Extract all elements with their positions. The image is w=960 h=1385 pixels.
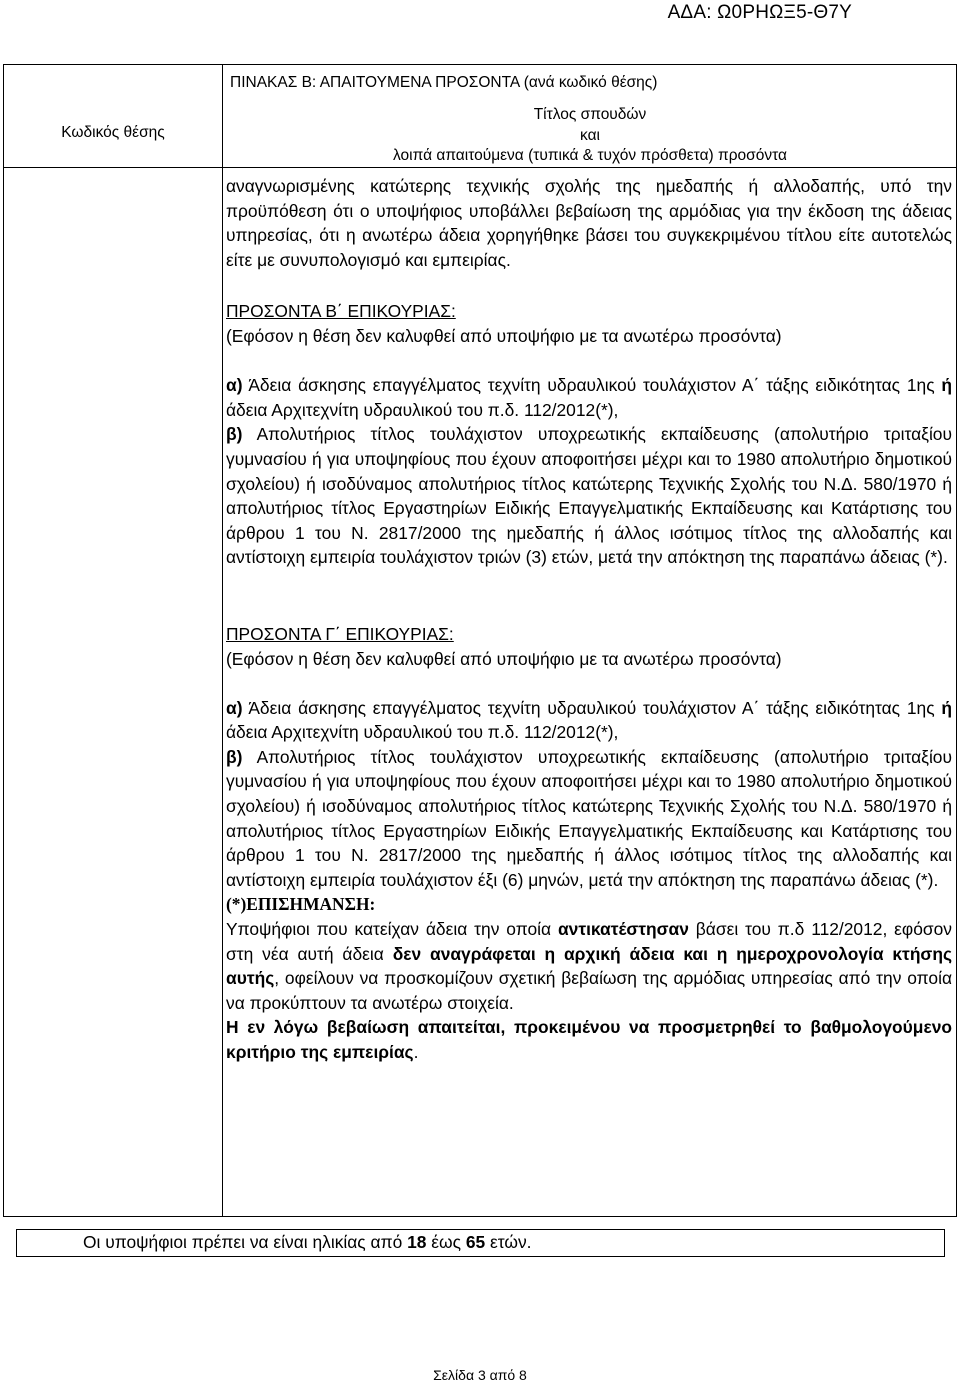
column-divider	[222, 65, 223, 1216]
age-requirement-box	[16, 1229, 945, 1257]
ada-code: ΑΔΑ: Ω0ΡΗΩΞ5-Θ7Υ	[667, 2, 852, 23]
position-code-header	[4, 65, 222, 167]
qualifications-header-line3: λοιπά απαιτούμενα (τυπικά & τυχόν πρόσθετα) προσόντα	[393, 147, 787, 164]
min-age: 18	[407, 1232, 427, 1252]
qualifications-header	[223, 105, 957, 167]
note-heading: (*)ΕΠΙΣΗΜΑΝΣΗ:	[226, 894, 376, 915]
section-c-item-a: α) Άδεια άσκησης επαγγέλματος τεχνίτη υδραυλικού τουλάχιστον Α΄ τάξης ειδικότητας 1ης ή άδεια Αρχιτεχνίτη υδραυλικού του π.δ. 112/2012(*),	[226, 697, 952, 743]
section-b-heading	[226, 299, 952, 324]
qualifications-body	[226, 174, 952, 1065]
section-c-condition: (Εφόσον η θέση δεν καλυφθεί από υποψήφιο με τα ανωτέρω προσόντα)	[226, 648, 782, 669]
section-b-condition: (Εφόσον η θέση δεν καλυφθεί από υποψήφιο με τα ανωτέρω προσόντα)	[226, 325, 782, 346]
section-c-heading	[226, 622, 952, 647]
note-paragraph-2: Η εν λόγω βεβαίωση απαιτείται, προκειμένου να προσμετρηθεί το βαθμολογούμενο κριτήριο της εμπειρίας.	[226, 1017, 952, 1062]
table-title: ΠΙΝΑΚΑΣ Β: ΑΠΑΙΤΟΥΜΕΝΑ ΠΡΟΣΟΝΤΑ (ανά κωδικό θέσης)	[230, 74, 658, 91]
position-code-header-label: Κωδικός θέσης	[61, 124, 165, 141]
section-b-item-b: β) Απολυτήριος τίτλος τουλάχιστον υποχρεωτικής εκπαίδευσης (απολυτήριο τριταξίου γυμνασίου ή για υποψηφίους που έχουν αποφοιτήσει μέχρι και το 1980 απολυτήριο δημοτικού σχολείου) ή ισοδύναμος απολυτήριος τίτλος κατώτερης Τεχνικής Σχολής του Ν.Δ. 580/1970 ή απολυτήριος τίτλος Εργαστηρίων Ειδικής Επαγγελματικής Εκπαίδευσης και Κατάρτισης του άρθρου 1 του Ν. 2817/2000 της ημεδαπής ή άλλος ισότιμος τίτλος της αλλοδαπής και αντίστοιχη εμπειρία τουλάχιστον τριών (3) ετών, μετά την απόκτηση της παραπάνω άδειας (*).	[226, 424, 952, 568]
section-b-item-a: α) Άδεια άσκησης επαγγέλματος τεχνίτη υδραυλικού τουλάχιστον Α΄ τάξης ειδικότητας 1ης ή άδεια Αρχιτεχνίτη υδραυλικού του π.δ. 112/2012(*),	[226, 375, 952, 420]
qualifications-header-line1: Τίτλος σπουδών	[533, 106, 647, 123]
page-number: Σελίδα 3 από 8	[433, 1367, 527, 1383]
age-requirement-text: Οι υποψήφιοι πρέπει να είναι ηλικίας από 18 έως 65 ετών.	[83, 1232, 532, 1252]
section-c-heading-text: ΠΡΟΣΟΝΤΑ Γ΄ ΕΠΙΚΟΥΡΙΑΣ:	[226, 623, 454, 644]
max-age: 65	[465, 1232, 486, 1252]
note-paragraph-1: Υποψήφιοι που κατείχαν άδεια την οποία αντικατέστησαν βάσει του π.δ 112/2012, εφόσον στη νέα αυτή άδεια δεν αναγράφεται η αρχική άδεια και η ημεροχρονολογία κτήσης αυτής, οφείλουν να προσκομίζουν σχετική βεβαίωση της αρμόδιας υπηρεσίας από την οποία να προκύπτουν τα ανωτέρω στοιχεία.	[226, 919, 952, 1013]
intro-paragraph: αναγνωρισμένης κατώτερης τεχνικής σχολής της ημεδαπής ή αλλοδαπής, υπό την προϋπόθεση ότι ο υποψήφιος υποβάλλει βεβαίωση της αρμόδιας για την έκδοση της άδειας υπηρεσίας, ότι η ανωτέρω άδεια χορηγήθηκε βάσει του συγκεκριμένου τίτλου είτε αυτοτελώς είτε με συνυπολογισμό και εμπειρίας.	[226, 176, 952, 270]
requirements-table	[3, 64, 957, 1217]
header-divider	[4, 167, 956, 168]
section-c-item-b: β) Απολυτήριος τίτλος τουλάχιστον υποχρεωτικής εκπαίδευσης (απολυτήριο τριταξίου γυμνασίου ή για υποψηφίους που έχουν αποφοιτήσει μέχρι και το 1980 απολυτήριο δημοτικού σχολείου) ή ισοδύναμος απολυτήριος τίτλος κατώτερης Τεχνικής Σχολής του Ν.Δ. 580/1970 ή απολυτήριος τίτλος Εργαστηρίων Ειδικής Επαγγελματικής Εκπαίδευσης και Κατάρτισης του άρθρου 1 του Ν. 2817/2000 της ημεδαπής ή άλλος ισότιμος τίτλος της αλλοδαπής και αντίστοιχη εμπειρία τουλάχιστον έξι (6) μηνών, μετά την απόκτηση της παραπάνω άδειας (*).	[226, 746, 952, 890]
section-b-heading-text: ΠΡΟΣΟΝΤΑ Β΄ ΕΠΙΚΟΥΡΙΑΣ:	[226, 301, 456, 322]
qualifications-header-line2: και	[580, 126, 600, 144]
